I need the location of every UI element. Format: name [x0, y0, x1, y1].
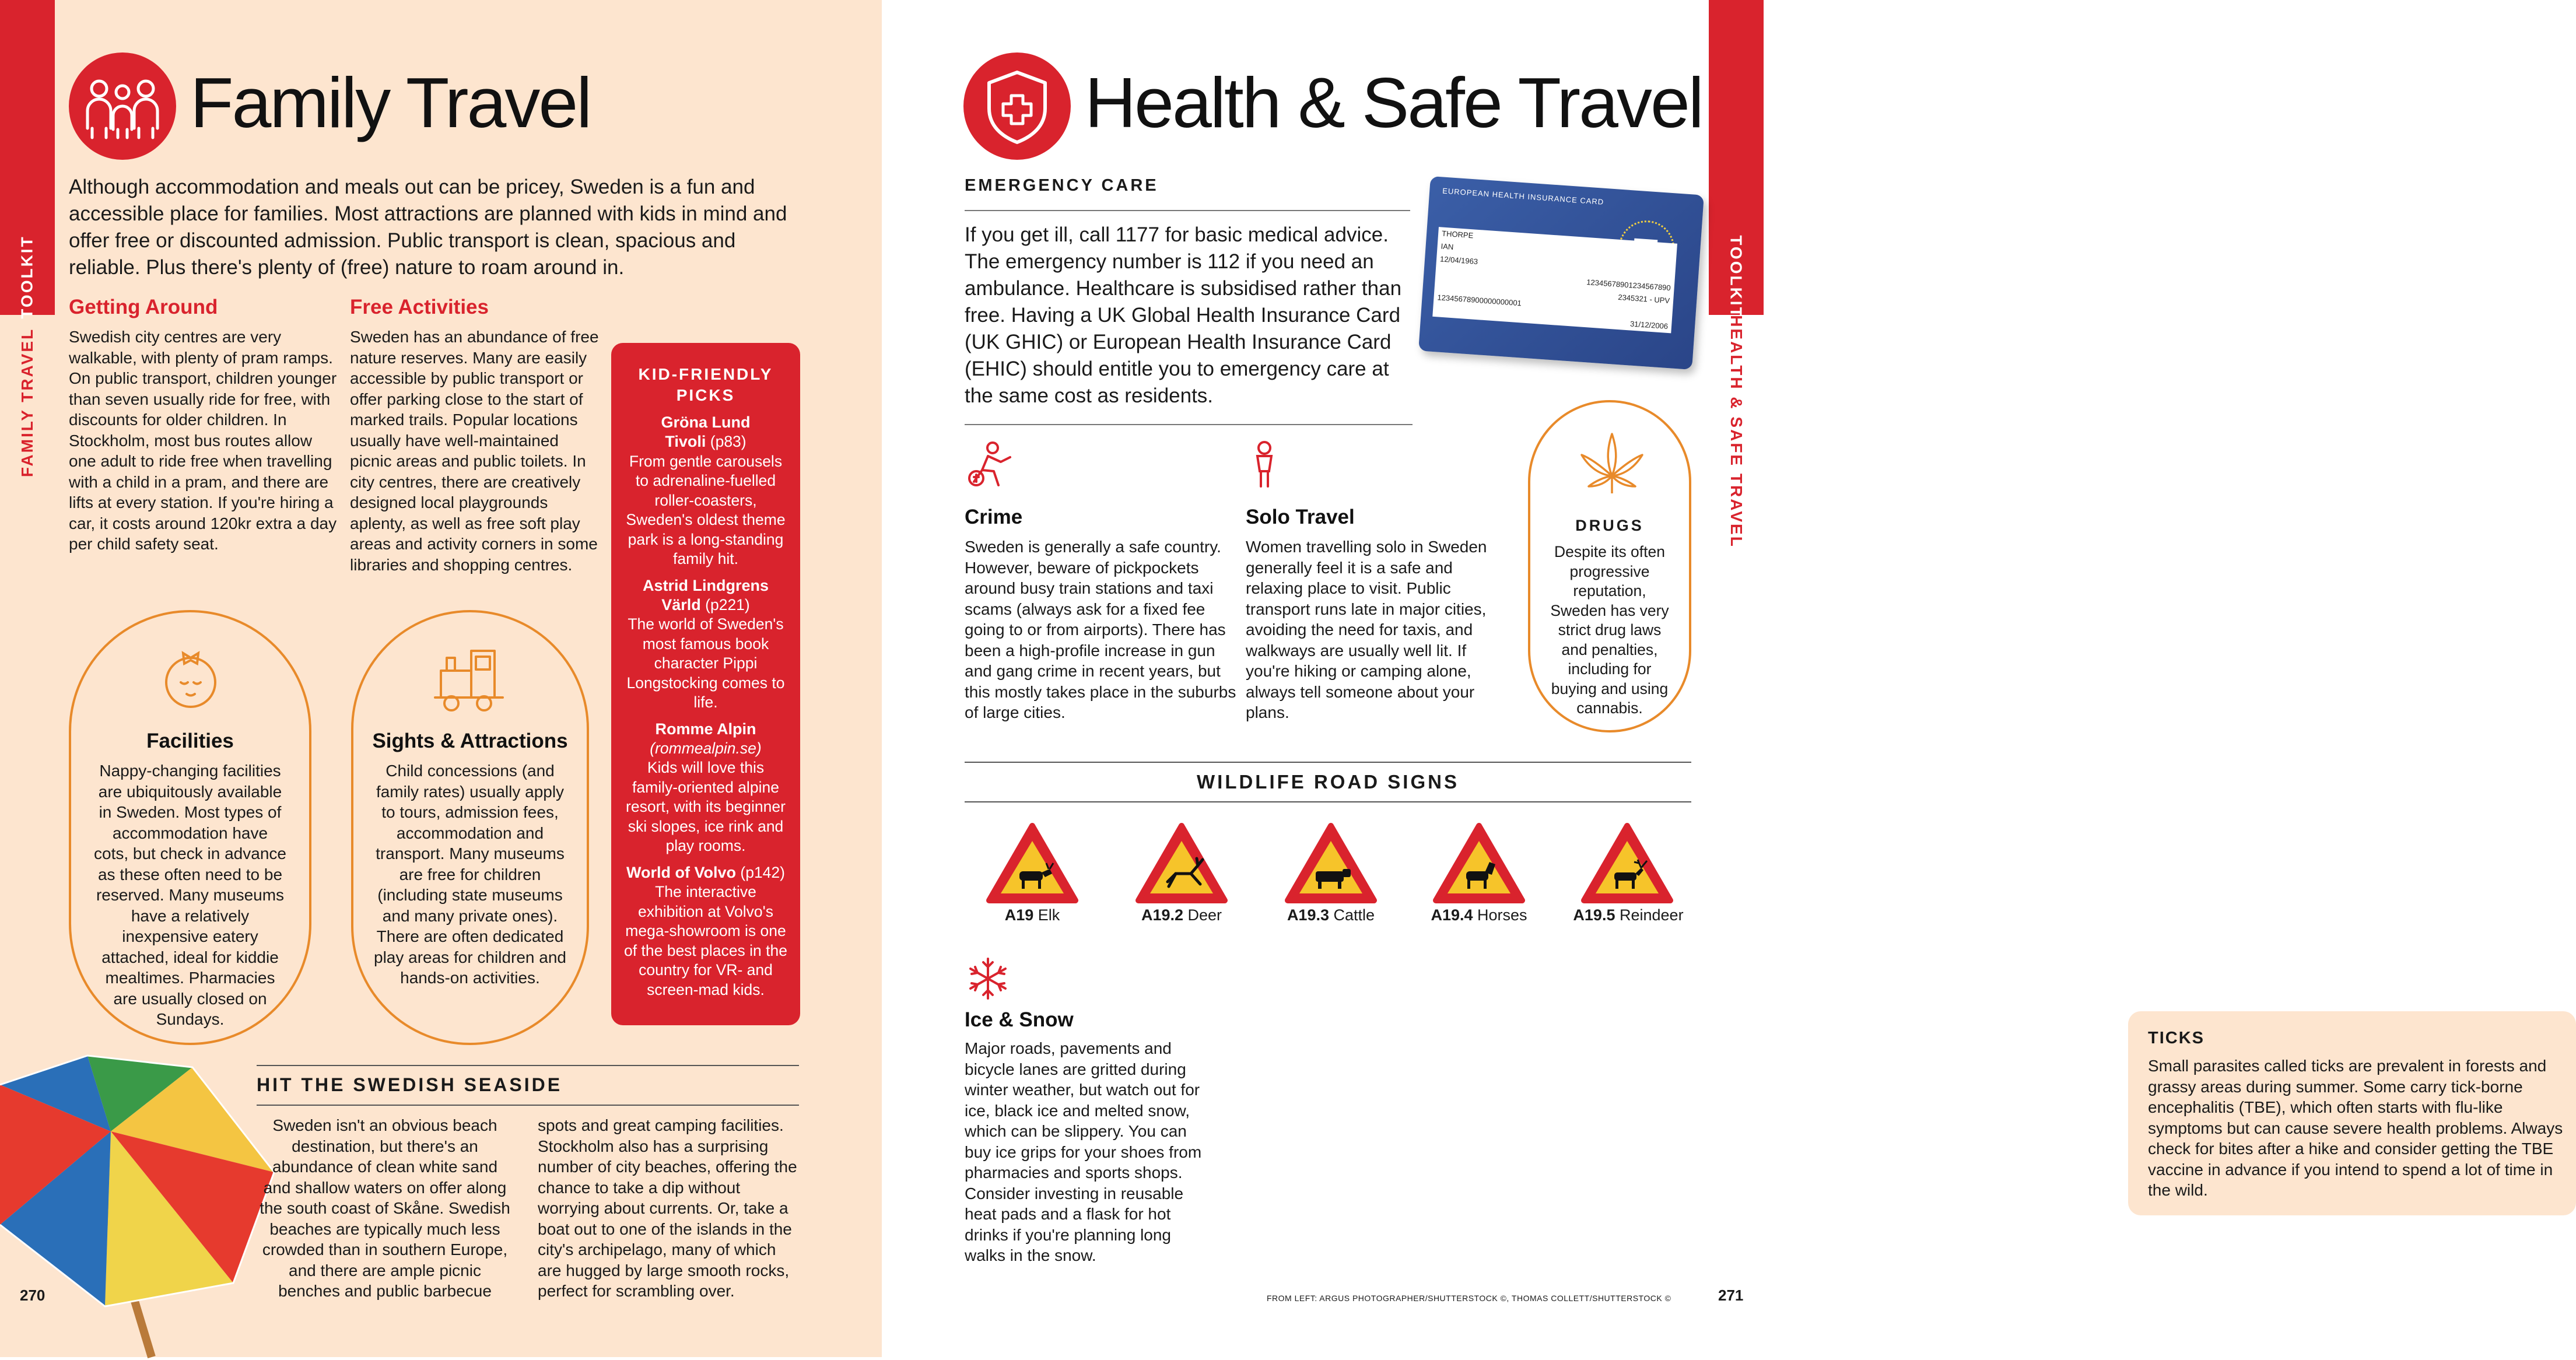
card-inst: 2345321 - UPV — [1617, 292, 1670, 306]
solo-traveller-icon — [1247, 439, 1282, 491]
pick-desc: From gentle carousels to adrenaline-fuelled roller-coasters, Sweden's oldest theme park is a long-standing family hit. — [626, 452, 786, 567]
heading-free-activities: Free Activities — [350, 296, 489, 318]
heading-ice-snow: Ice & Snow — [965, 1008, 1074, 1031]
facilities-body: Nappy-changing facilities are ubiquitously available in Sweden. Most types of accommodation have cots, but check in advance as these often need to be reserved. Many museums have a relatively inexpensive eatery attached, ideal for kiddie mealtimes. Pharmacies are usually closed on Sundays. — [94, 762, 286, 1028]
page-number-left: 270 — [20, 1287, 45, 1304]
shield-cross-icon — [963, 52, 1071, 160]
ice-snow-body: Major roads, pavements and bicycle lanes are gritted during winter weather, but watch out for ice, black ice and melted snow, which can be slippery. You can buy ice grips for your shoes from pharmacies and sports shops. Consider investing in reusable heat pads and a flask for hot drinks if you're planning long walks in the snow. — [965, 1039, 1202, 1264]
health-insurance-card-image — [1418, 176, 1704, 370]
sign-label-deer: A19.2 Deer — [1141, 906, 1222, 924]
emergency-rule — [965, 210, 1410, 211]
pick-desc: The interactive exhibition at Volvo's mega-showroom is one of the best places in the country for VR- and screen-mad kids. — [624, 883, 787, 998]
heading-getting-around: Getting Around — [69, 296, 218, 318]
page-number-right: 271 — [1718, 1287, 1744, 1304]
right-page — [882, 0, 2563, 1357]
toolkit-tab-right[interactable]: TOOLKIT — [1709, 0, 1764, 315]
intro-text: Although accommodation and meals out can be pricey, Sweden is a fun and accessible place for families. Most attractions are planned with kids in mind and offer free or discounted admission. Public transport is clean, spacious and reliable. Plus there's plenty of (free) nature to roam around in. — [69, 176, 787, 279]
elk-sign — [986, 822, 1079, 904]
pick-desc: The world of Sweden's most famous book character Pippi Longstocking comes to life. — [626, 615, 785, 711]
drugs-card — [1528, 400, 1691, 732]
horse-sign — [1432, 822, 1526, 904]
heading-seaside: HIT THE SWEDISH SEASIDE — [257, 1074, 563, 1095]
pick-name: Romme Alpin — [655, 720, 756, 738]
pick-name: World of Volvo — [626, 863, 737, 881]
sights-card — [351, 610, 589, 1045]
card-name: THORPE — [1441, 229, 1474, 240]
sights-body: Child concessions (and family rates) usually apply to tours, admission fees, accommodation and transport. Many museums are free for children (including state museums and many private ones). There are often dedicated play areas for children and hands-on activities. — [374, 762, 566, 987]
page-title-family-travel: Family Travel — [190, 63, 591, 142]
cannabis-leaf-icon — [1577, 428, 1647, 498]
pick-astrid-lindgrens — [624, 576, 787, 713]
card-id: 12345678900000000001 — [1437, 293, 1522, 308]
seaside-col1: Sweden isn't an obvious beach destination, but there's an abundance of clean white sand and shallow waters on offer along the south coast of Skåne. Swedish beaches are typically much less crowded than in southern Europe, and there are ample picnic benches and public barbecue — [260, 1116, 510, 1300]
seaside-bottom-rule — [257, 1105, 799, 1106]
pick-name: Gröna Lund Tivoli — [661, 413, 751, 450]
toy-train-icon — [430, 640, 512, 716]
snowflake-icon — [965, 955, 1011, 1002]
heading-emergency-care: EMERGENCY CARE — [965, 176, 1159, 195]
crime-body: Sweden is generally a safe country. However, beware of pickpockets around busy train stations and taxi scams (always ask for a fixed fee going to or from airports). There has been a high-profile increase in gun and gang crime in recent years, but this mostly takes place in the suburbs of large cities. — [965, 538, 1236, 721]
facilities-card — [69, 610, 311, 1045]
sign-label-horses: A19.4 Horses — [1431, 906, 1527, 924]
ticks-box — [2128, 1011, 2576, 1215]
emergency-bottom-rule — [965, 424, 1413, 425]
page-title-health-safe-travel: Health & Safe Travel — [1085, 63, 1702, 142]
seaside-col2: spots and great camping facilities. Stockholm also has a surprising number of city beaches, offering the chance to take a dip without worrying about currents. Or, take a boat out to one of the islands in the city's archipelago, many of which are hugged by large smooth rocks, perfect for scrambling over. — [538, 1116, 797, 1300]
side-label-health-safe-travel: HEALTH & SAFE TRAVEL — [1727, 315, 1746, 548]
sign-label-elk: A19 Elk — [1004, 906, 1060, 924]
getting-around-body: Swedish city centres are very walkable, with plenty of pram ramps. On public transport, children younger than seven usually ride for free, with discounts for older children. In Stockholm, most bus routes allow one adult to ride free when travelling with a child in a pram, and there are lifts at every station. If you're hiring a car, it costs around 120kr extra a day per child safety seat. — [69, 328, 337, 553]
card-given: IAN — [1441, 241, 1454, 251]
pick-ref: (p142) — [736, 863, 785, 881]
wildlife-bottom-rule — [965, 801, 1691, 802]
baby-icon — [153, 640, 229, 716]
side-label-family-travel: FAMILY TRAVEL — [18, 327, 36, 478]
pick-world-of-volvo — [624, 863, 787, 1000]
pick-ref: (p83) — [706, 433, 746, 450]
emergency-care-body: If you get ill, call 1177 for basic medical advice. The emergency number is 112 if you need an ambulance. Healthcare is subsidised rather than free. Having a UK Global Health Insurance Card (UK GHIC) or European Health Insurance Card (EHIC) should entitle you to emergency care at the same cost as residents. — [965, 223, 1402, 407]
wildlife-top-rule — [965, 762, 1691, 763]
heading-facilities: Facilities — [146, 730, 234, 752]
pick-name: Astrid Lindgrens Värld — [642, 576, 769, 614]
card-expiry: 31/12/2006 — [1629, 319, 1669, 331]
sign-label-cattle: A19.3 Cattle — [1287, 906, 1375, 924]
card-dob: 12/04/1963 — [1439, 254, 1478, 266]
deer-sign — [1135, 822, 1228, 904]
heading-sights: Sights & Attractions — [372, 730, 568, 752]
pick-romme-alpin — [624, 720, 787, 856]
drugs-body: Despite its often progressive reputation, Sweden has very strict drug laws and penalties, including for buying and using cannabis. — [1550, 543, 1669, 717]
card-pin: 12345678901234567890 — [1586, 278, 1671, 293]
sign-label-reindeer: A19.5 Reindeer — [1573, 906, 1684, 924]
heading-drugs: DRUGS — [1575, 517, 1644, 534]
seaside-top-rule — [257, 1065, 799, 1066]
pick-ref: (rommealpin.se) — [650, 739, 762, 757]
beach-umbrella-image — [0, 1032, 280, 1357]
heading-solo-travel: Solo Travel — [1246, 506, 1355, 528]
card-header: EUROPEAN HEALTH INSURANCE CARD — [1442, 186, 1604, 206]
photo-credits: FROM LEFT: ARGUS PHOTOGRAPHER/SHUTTERSTOCK ©, THOMAS COLLETT/SHUTTERSTOCK © — [1267, 1294, 1671, 1303]
family-icon — [69, 52, 176, 160]
solo-travel-body: Women travelling solo in Sweden generally feel it is a safe and relaxing place to visit. Public transport runs late in major cities, avoiding the need for taxis, and walkways are usually well lit. If you're hiking or camping alone, always tell someone about your plans. — [1246, 538, 1487, 721]
reindeer-sign — [1580, 822, 1674, 904]
heading-crime: Crime — [965, 506, 1023, 528]
pick-ref: (p221) — [700, 595, 750, 614]
heading-wildlife-road-signs: WILDLIFE ROAD SIGNS — [1197, 771, 1459, 793]
ticks-body: Small parasites called ticks are prevalent in forests and grassy areas during summer. Some carry tick-borne encephalitis (TBE), which often starts with flu-like symptoms but can cause severe health problems. Always check for bites after a hike and consider getting the TBE vaccine in advance if you intend to spend a lot of time in the wild. — [2148, 1057, 2563, 1199]
toolkit-tab-left[interactable]: TOOLKIT — [0, 0, 55, 315]
kid-friendly-title: KID-FRIENDLY PICKS — [638, 365, 773, 404]
left-page — [0, 0, 882, 1357]
card-fields — [1432, 227, 1677, 333]
cattle-sign — [1284, 822, 1378, 904]
pick-grona-lund — [624, 413, 787, 569]
kid-friendly-picks-box — [611, 343, 800, 1025]
pickpocket-icon — [965, 439, 1017, 491]
free-activities-body: Sweden has an abundance of free nature reserves. Many are easily accessible by public transport or offer parking close to the start of marked trails. Popular locations usually have well-maintained picnic areas and public toilets. In city centres, there are creatively designed local playgrounds aplenty, as well as free soft play areas and activity corners in some libraries and shopping centres. — [350, 328, 599, 574]
heading-ticks: TICKS — [2148, 1029, 2205, 1047]
pick-desc: Kids will love this family-oriented alpine resort, with its beginner ski slopes, ice rink and play rooms. — [626, 759, 786, 854]
